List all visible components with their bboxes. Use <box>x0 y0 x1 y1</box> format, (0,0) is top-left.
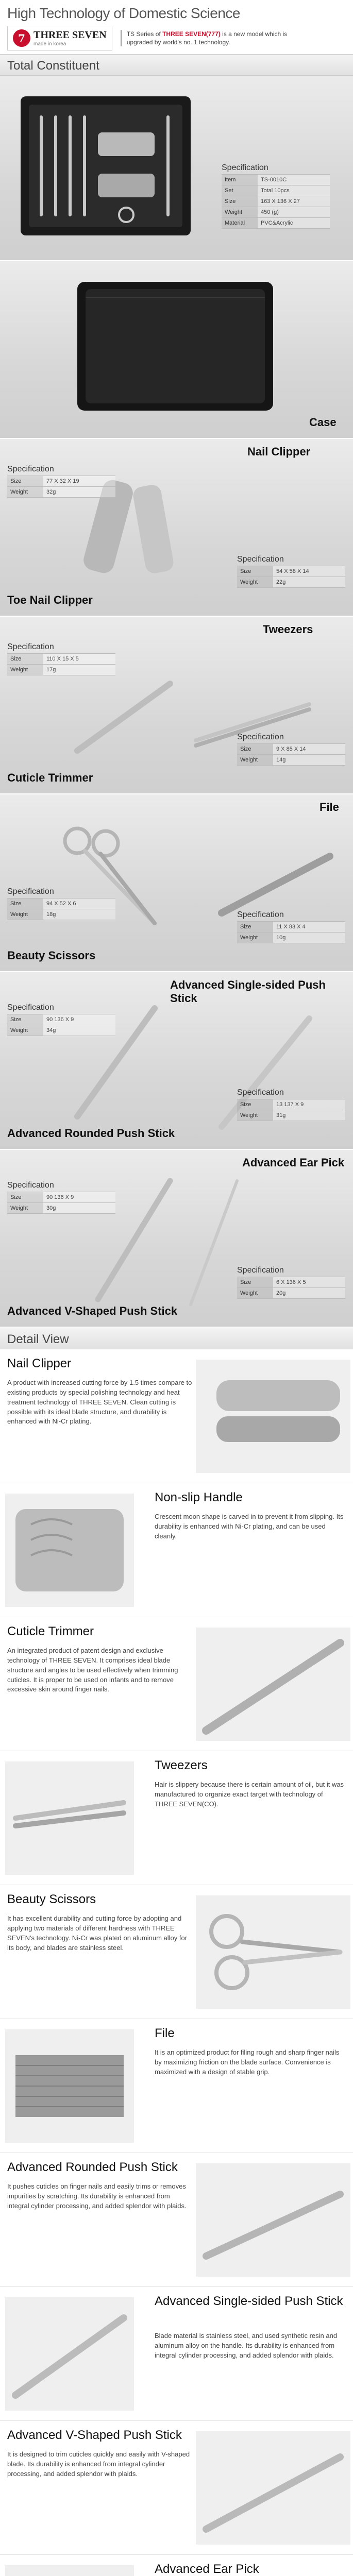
product-name: Cuticle Trimmer <box>7 771 93 784</box>
detail-text: Crescent moon shape is carved in to prevent it from slipping. Its durability is enhanced with Ni-Cr plating, and can be used cleanly. <box>155 1513 344 1540</box>
product-name: Advanced Single-sided Push Stick <box>170 978 326 1005</box>
detail-single-sided-push-stick <box>0 2287 353 2421</box>
spec-value: 31g <box>273 1110 345 1121</box>
brand-band <box>7 26 346 50</box>
spec-key: Weight <box>237 933 273 943</box>
spec-key: Weight <box>7 665 43 675</box>
spec-value: TS-0010C <box>258 175 330 185</box>
product-panel-earpick-vstick <box>0 1150 353 1328</box>
product-name: Tweezers <box>263 623 313 636</box>
spec-heading: Specification <box>222 163 268 172</box>
detail-title: Cuticle Trimmer <box>7 1624 94 1638</box>
detail-title: Advanced V-Shaped Push Stick <box>7 2428 182 2442</box>
spec-key: Weight <box>222 207 258 217</box>
spec-heading: Specification <box>237 910 284 919</box>
note-brand: THREE SEVEN(777) <box>162 30 221 38</box>
spec-value: 32g <box>43 487 115 497</box>
page-header <box>0 0 353 54</box>
detail-text: An integrated product of patent design and exclusive technology of THREE SEVEN. It comprises ideal blade structure and angles to be used effectively when trimming cuticles. It is proper to be used on infants and to remove excessive skin around finger nails. <box>7 1647 178 1693</box>
product-name: Toe Nail Clipper <box>7 594 93 606</box>
file-closeup-image <box>0 2019 353 2153</box>
product-panel-scissors-file <box>0 794 353 972</box>
spec-heading: Specification <box>7 1003 54 1012</box>
detail-beauty-scissors <box>0 1885 353 2019</box>
spec-table-right <box>237 1266 345 1299</box>
note-suffix: is a new model which is upgraded by world's no. 1 technology. <box>126 30 288 46</box>
spec-value: 17g <box>43 665 115 675</box>
spec-table-right <box>237 555 345 588</box>
detail-rounded-push-stick <box>0 2153 353 2287</box>
earpick-vstick-image <box>0 1150 353 1328</box>
spec-heading: Specification <box>237 733 284 741</box>
detail-tweezers <box>0 1751 353 1885</box>
product-name: Advanced Rounded Push Stick <box>7 1127 175 1140</box>
spec-value: 20g <box>273 1288 345 1298</box>
spec-key: Size <box>237 1099 273 1110</box>
spec-value: 30g <box>43 1203 115 1213</box>
spec-table-left <box>7 1003 115 1036</box>
spec-key: Material <box>222 218 258 228</box>
spec-heading: Specification <box>7 642 54 651</box>
note-prefix: TS Series of <box>126 30 163 38</box>
spec-value: Total 10pcs <box>258 185 330 196</box>
spec-value: 22g <box>273 577 345 587</box>
product-name: Advanced V-Shaped Push Stick <box>7 1304 178 1317</box>
detail-title: Non-slip Handle <box>155 1490 243 1504</box>
spec-value: 77 X 32 X 19 <box>43 476 115 486</box>
spec-key: Size <box>237 922 273 932</box>
spec-key: Weight <box>237 1288 273 1298</box>
detail-file <box>0 2019 353 2153</box>
detail-v-shaped-push-stick <box>0 2421 353 2555</box>
spec-key: Set <box>222 185 258 196</box>
detail-text: Hair is slippery because there is certain amount of oil, but it was manufactured to organize exact target with technology of THREE SEVEN(CO). <box>155 1781 344 1808</box>
detail-title: Advanced Ear Pick <box>155 2562 259 2576</box>
product-name: Nail Clipper <box>247 445 311 458</box>
detail-cuticle-trimmer <box>0 1617 353 1751</box>
detail-nail-clipper <box>0 1349 353 1483</box>
spec-value: 10g <box>273 933 345 943</box>
detail-title: Advanced Rounded Push Stick <box>7 2160 178 2174</box>
spec-value: 11 X 83 X 4 <box>273 922 345 932</box>
product-name: Advanced Ear Pick <box>242 1156 345 1169</box>
spec-value: 163 X 136 X 27 <box>258 196 330 207</box>
section-title-total: Total Constituent <box>0 54 353 76</box>
spec-key: Size <box>237 744 273 754</box>
detail-text: It has excellent durability and cutting force by adopting and applying two materials of different hardness with THREE SEVEN's technology. Ni-Cr was plated on aluminum alloy for its body, and blades are stainless steel. <box>7 1914 188 1952</box>
product-name: Beauty Scissors <box>7 949 96 962</box>
spec-value: 450 (g) <box>258 207 330 217</box>
page-title: High Technology of Domestic Science <box>7 5 241 21</box>
spec-key: Weight <box>7 1025 43 1036</box>
spec-value: 18g <box>43 909 115 920</box>
detail-title: Advanced Single-sided Push Stick <box>155 2294 343 2308</box>
brand-sub: made in korea <box>33 41 66 47</box>
spec-key: Weight <box>237 755 273 765</box>
brand-logo <box>7 26 112 50</box>
product-name: File <box>320 801 339 814</box>
detail-title: Beauty Scissors <box>7 1892 96 1906</box>
detail-ear-pick <box>0 2555 353 2576</box>
spec-key: Size <box>237 566 273 577</box>
spec-key: Size <box>7 654 43 664</box>
spec-table-left <box>7 465 115 498</box>
spec-key: Item <box>222 175 258 185</box>
spec-key: Weight <box>237 1110 273 1121</box>
product-panel-clippers <box>0 439 353 617</box>
detail-title: Nail Clipper <box>7 1357 72 1370</box>
spec-table-right <box>237 910 345 943</box>
spec-table-right <box>237 733 345 766</box>
spec-key: Weight <box>7 909 43 920</box>
spec-value: 90 136 X 9 <box>43 1192 115 1202</box>
spec-key: Weight <box>7 487 43 497</box>
spec-key: Weight <box>7 1203 43 1213</box>
case-panel <box>0 261 353 439</box>
spec-value: 54 X 58 X 14 <box>273 566 345 577</box>
spec-heading: Specification <box>237 1088 284 1097</box>
detail-text: It is designed to trim cuticles quickly and easily with V-shaped blade. Its durability is enhanced from integral cylinder processing, and added splendor with plaids. <box>7 2450 190 2478</box>
spec-value: 90 136 X 9 <box>43 1014 115 1025</box>
header-note <box>121 30 291 46</box>
product-panel-trimmer-tweezers <box>0 617 353 794</box>
detail-text: It pushes cuticles on finger nails and easily trims or removes impurities by scratching. Its durability is enhanced from integral cylinder processing, and added splendor with plaids. <box>7 2182 187 2210</box>
spec-key: Size <box>237 1277 273 1287</box>
spec-value: 9 X 85 X 14 <box>273 744 345 754</box>
set-panel <box>0 76 353 261</box>
spec-heading: Specification <box>7 465 54 473</box>
spec-key: Size <box>7 899 43 909</box>
spec-value: 6 X 136 X 5 <box>273 1277 345 1287</box>
set-spec-table <box>222 163 330 229</box>
brand-seven-icon: 7 <box>13 29 30 47</box>
spec-value: 110 X 15 X 5 <box>43 654 115 664</box>
detail-text: Blade material is stainless steel, and used synthetic resin and aluminum alloy on the handle. Its durability is enhanced from integral cylinder processing, and added splendor with plaids. <box>155 2332 338 2359</box>
spec-table-left <box>7 1181 115 1214</box>
detail-text: A product with increased cutting force by 1.5 times compare to existing products by special polishing technology and heat treatment technology of THREE SEVEN. Clean cutting is possible with its ideal blade structure, and durability is enhanced with Ni-Cr plating. <box>7 1379 192 1426</box>
spec-key: Weight <box>237 577 273 587</box>
spec-value: PVC&Acrylic <box>258 218 330 228</box>
spec-value: 14g <box>273 755 345 765</box>
product-panel-push-sticks <box>0 972 353 1150</box>
spec-key: Size <box>7 1192 43 1202</box>
spec-table-left <box>7 642 115 675</box>
section-title-detail: Detail View <box>0 1328 353 1349</box>
spec-heading: Specification <box>237 555 284 564</box>
spec-value: 34g <box>43 1025 115 1036</box>
spec-value: 13 137 X 9 <box>273 1099 345 1110</box>
closed-case-image <box>0 261 353 439</box>
spec-heading: Specification <box>7 887 54 896</box>
brand-name: THREE SEVEN <box>33 29 107 41</box>
spec-value: 94 X 52 X 6 <box>43 899 115 909</box>
detail-title: File <box>155 2026 175 2040</box>
spec-key: Size <box>222 196 258 207</box>
spec-heading: Specification <box>237 1266 284 1275</box>
spec-heading: Specification <box>7 1181 54 1190</box>
spec-table-right <box>237 1088 345 1121</box>
detail-non-slip-handle <box>0 1483 353 1617</box>
scissors-file-image <box>0 794 353 972</box>
detail-text: It is an optimized product for filing rough and sharp finger nails by maximizing friction on the blade surface. Convenience is maximized with a design of stable grip. <box>155 2048 340 2076</box>
detail-title: Tweezers <box>155 1758 208 1772</box>
spec-key: Size <box>7 476 43 486</box>
spec-table-left <box>7 887 115 920</box>
spec-key: Size <box>7 1014 43 1025</box>
product-name-case: Case <box>309 416 337 429</box>
